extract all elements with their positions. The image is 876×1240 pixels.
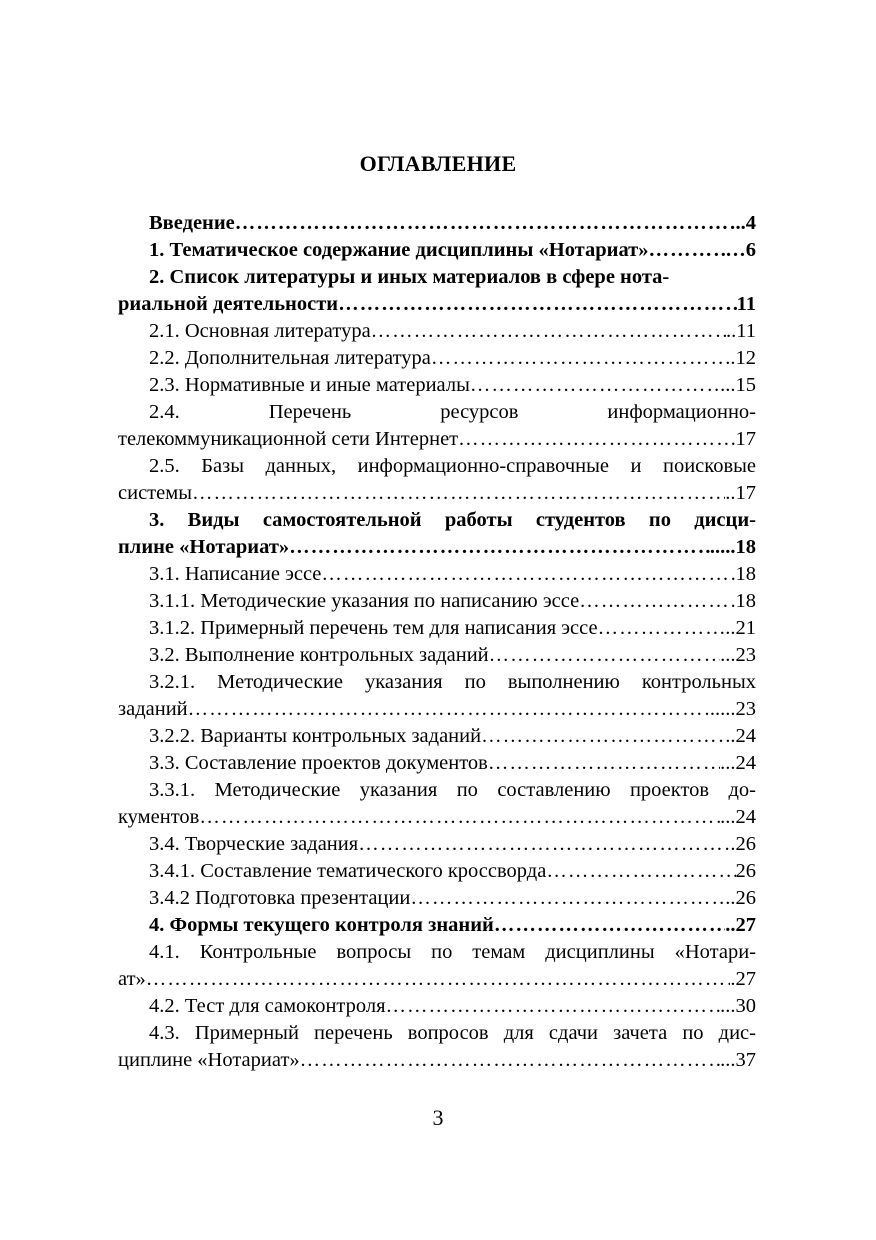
toc-line [118, 291, 756, 318]
toc-entry-text: 3.3. Составление проектов документов [149, 752, 488, 774]
toc-line [118, 804, 756, 831]
toc-entry-text: 4. Формы текущего контроля знаний [149, 914, 494, 936]
toc-leader-dots [579, 588, 735, 615]
toc-leader-dots [494, 912, 725, 939]
toc-line [118, 831, 756, 858]
toc-line [118, 534, 756, 561]
toc-page-ref: ..21 [725, 617, 756, 639]
toc-leader-dots [386, 993, 721, 1020]
toc-line [118, 723, 756, 750]
toc-line [118, 480, 756, 507]
toc-line [118, 858, 756, 885]
toc-entry-text: плине «Нотариат» [118, 536, 290, 558]
toc-entry-text: 3.2.2. Варианты контрольных заданий [149, 725, 482, 747]
toc-line [118, 210, 756, 237]
toc-line [118, 561, 756, 588]
toc-line [118, 372, 756, 399]
toc-entry-text: 4.3. Примерный перечень вопросов для сдачи зачета по дис- [149, 1022, 756, 1044]
toc-leader-dots [410, 885, 725, 912]
toc-leader-dots [146, 966, 731, 993]
toc-line [118, 642, 756, 669]
toc-leader-dots [338, 291, 737, 318]
toc-page-ref: ..26 [725, 887, 756, 909]
toc-line [118, 237, 756, 264]
toc-entry-text: 3.4.1. Составление тематического кроссворда [149, 860, 547, 882]
toc-leader-dots [300, 1047, 720, 1074]
toc-line [118, 264, 756, 291]
toc-page-ref: …6 [725, 239, 756, 261]
toc-page-ref: ..11 [726, 320, 756, 342]
toc-leader-dots [358, 831, 730, 858]
toc-page-ref: ...15 [720, 374, 756, 396]
toc-entry-text: риальной деятельности [118, 293, 339, 315]
toc-entry-text: 3.2. Выполнение контрольных заданий [149, 644, 489, 666]
toc-leader-dots [481, 723, 730, 750]
toc-entry-text: 2. Список литературы и иных материалов в сфере нота- [149, 266, 670, 288]
toc-entry-text: 2.2. Дополнительная литература [149, 347, 431, 369]
toc-entry-text: Введение [149, 212, 235, 234]
toc-line [118, 1047, 756, 1074]
toc-line [118, 939, 756, 966]
toc-page-ref: 26 [735, 860, 756, 882]
toc-line [118, 966, 756, 993]
toc-entry-text: заданий [118, 698, 188, 720]
toc-line [118, 507, 756, 534]
toc-page-ref: ..4 [735, 212, 756, 234]
toc-line [118, 912, 756, 939]
page-title: ОГЛАВЛЕНИЕ [359, 151, 517, 176]
toc-page-ref: 11 [736, 293, 756, 315]
toc-line [118, 453, 756, 480]
toc-entry-text: 1. Тематическое содержание дисциплины «Нотариат» [149, 239, 649, 261]
toc-entry-text: 4.1. Контрольные вопросы по темам дисциплины «Нотари- [149, 941, 756, 963]
toc-entry-text: 3.1. Написание эссе [149, 563, 322, 585]
toc-page-ref: ...24 [720, 752, 756, 774]
toc-entry-text: 2.4. Перечень ресурсов информационно- [149, 401, 756, 423]
toc-page-ref: .26 [730, 833, 756, 855]
toc-entry-text: телекоммуникационной сети Интернет [118, 428, 459, 450]
toc-leader-dots [192, 480, 725, 507]
toc-leader-dots [371, 318, 726, 345]
toc-entry-text: 2.5. Базы данных, информационно-справочные и поисковые [149, 455, 756, 477]
toc-entry-text: 3.1.1. Методические указания по написанию эссе [149, 590, 580, 612]
page-number: 3 [432, 1105, 444, 1130]
toc-line [118, 669, 756, 696]
toc-entry-text: циплине «Нотариат» [118, 1049, 300, 1071]
toc-line [118, 1020, 756, 1047]
toc-entry-text: 2.1. Основная литература [149, 320, 371, 342]
toc-page-ref: ...23 [720, 644, 756, 666]
toc-entry-text: 3.2.1. Методические указания по выполнению контрольных [149, 671, 756, 693]
toc-leader-dots [546, 858, 735, 885]
toc-line [118, 318, 756, 345]
toc-line [118, 426, 756, 453]
toc-leader-dots [235, 210, 736, 237]
toc-leader-dots [199, 804, 720, 831]
toc-entry-text: 3.3.1. Методические указания по составлению проектов до- [149, 779, 756, 801]
toc-page-ref: ...24 [720, 806, 756, 828]
toc-leader-dots [188, 696, 710, 723]
toc-entry-text: 3.4.2 Подготовка презентации [149, 887, 411, 909]
toc-entry-text: 3.1.2. Примерный перечень тем для написания эссе [149, 617, 598, 639]
toc-page-ref: 18 [735, 563, 756, 585]
toc-page-ref: 18 [735, 590, 756, 612]
toc-page-ref: .24 [730, 725, 756, 747]
toc-entry-text: 3. Виды самостоятельной работы студентов по дисци- [149, 509, 756, 531]
toc-page-ref: ..12 [725, 347, 756, 369]
toc-page-ref: .....23 [709, 698, 756, 720]
toc-leader-dots [470, 372, 720, 399]
toc-line [118, 615, 756, 642]
toc-page-ref: .....18 [709, 536, 756, 558]
toc-line [118, 588, 756, 615]
toc-leader-dots [488, 750, 720, 777]
toc-line [118, 750, 756, 777]
toc-line [118, 399, 756, 426]
toc-leader-dots [649, 237, 726, 264]
toc-line [118, 777, 756, 804]
toc-line [118, 696, 756, 723]
toc-entry-text: системы [118, 482, 192, 504]
toc-page-ref: ..17 [725, 482, 756, 504]
toc-leader-dots [431, 345, 725, 372]
toc-entry-text: ат» [118, 968, 146, 990]
toc-page-ref: ...37 [720, 1049, 756, 1071]
toc-leader-dots [289, 534, 710, 561]
toc-leader-dots [321, 561, 735, 588]
toc-leader-dots [598, 615, 726, 642]
toc-entry-text: 2.3. Нормативные и иные материалы [149, 374, 470, 396]
toc-page-ref: 17 [735, 428, 756, 450]
toc-line [118, 993, 756, 1020]
toc-entry-text: кументов [118, 806, 200, 828]
toc-line [118, 885, 756, 912]
toc-entry-text: 3.4. Творческие задания [149, 833, 359, 855]
toc-page-ref: .27 [730, 968, 756, 990]
toc-page-ref: ...30 [720, 995, 756, 1017]
toc-leader-dots [458, 426, 735, 453]
toc-line [118, 345, 756, 372]
toc-leader-dots [489, 642, 720, 669]
toc-entry-text: 4.2. Тест для самоконтроля [149, 995, 386, 1017]
table-of-contents [118, 210, 756, 1074]
toc-page-ref: ..27 [725, 914, 756, 936]
